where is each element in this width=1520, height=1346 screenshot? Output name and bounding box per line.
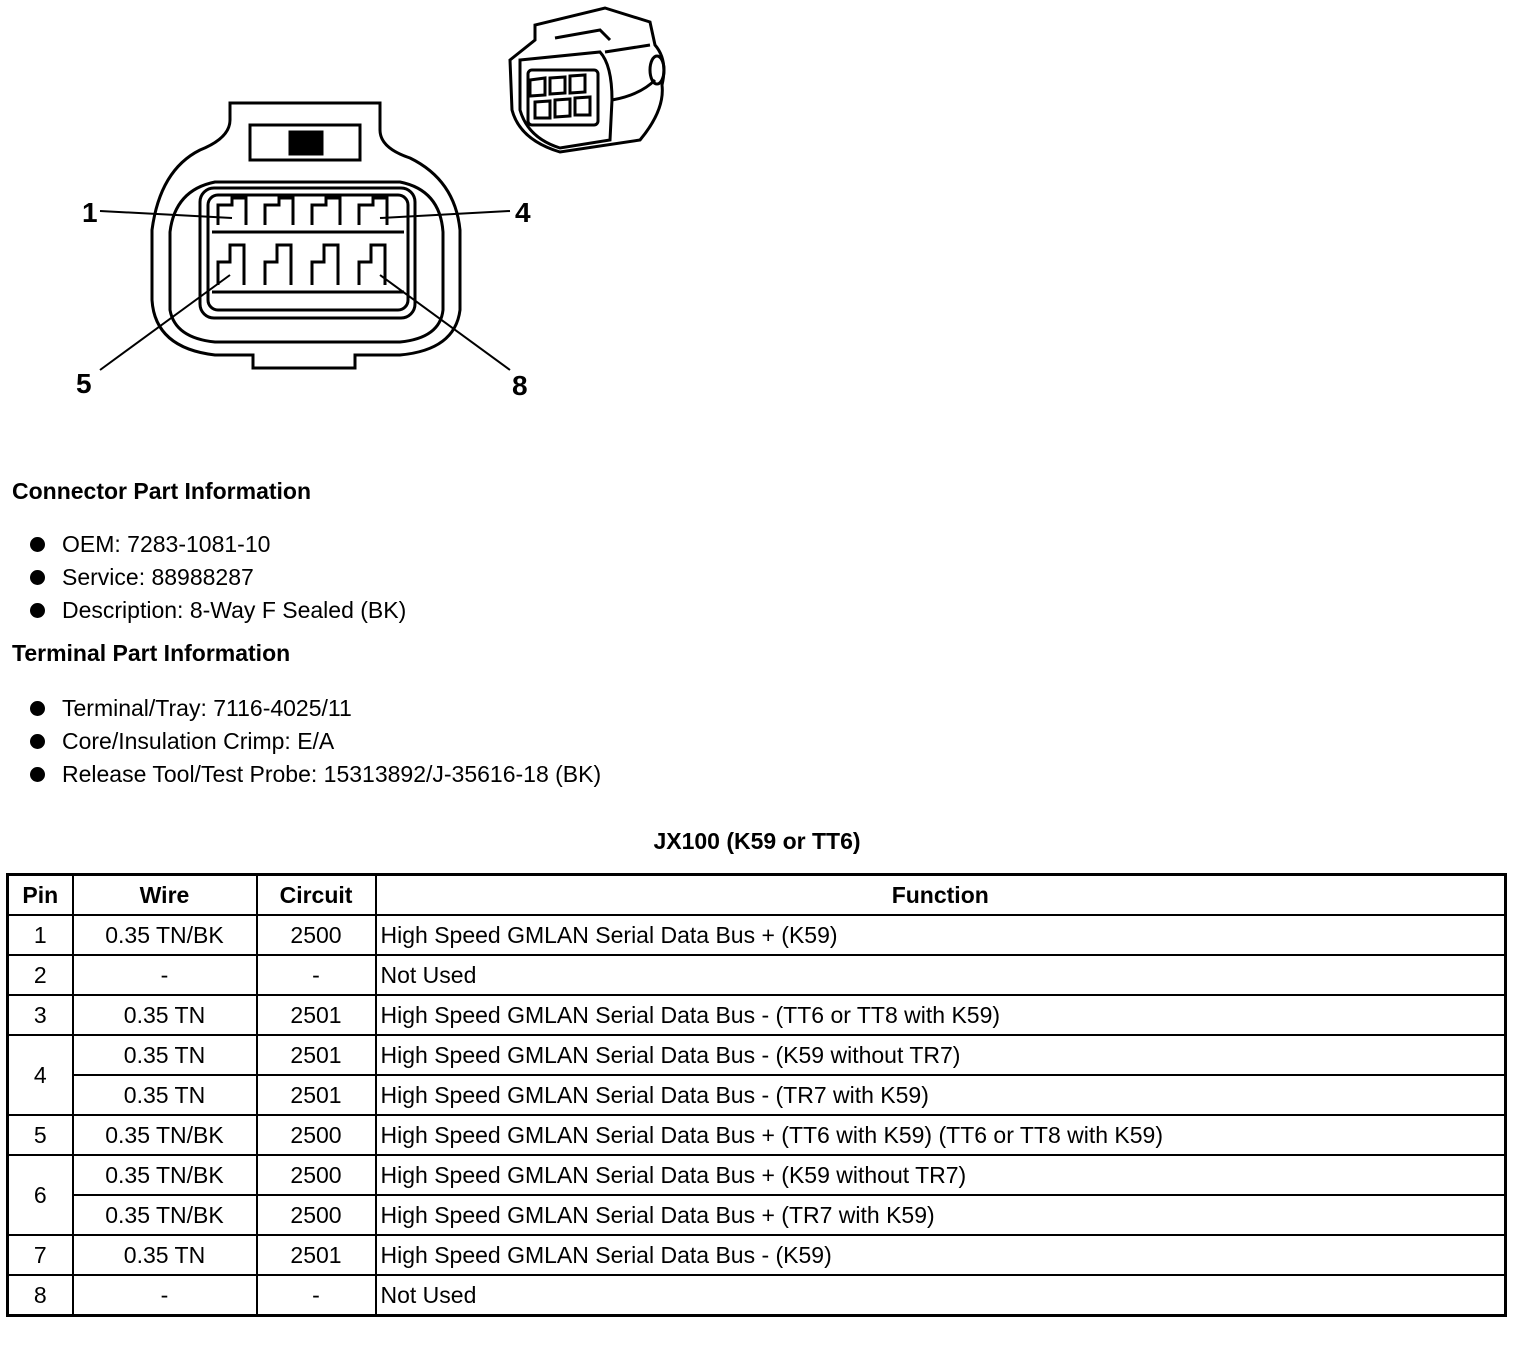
table-row (8, 1075, 1506, 1115)
wire-cell: 0.35 TN/BK (73, 1195, 257, 1235)
column-header-circuit: Circuit (257, 875, 376, 916)
circuit-cell: 2500 (257, 1195, 376, 1235)
pin-cell: 3 (8, 995, 73, 1035)
table-row (8, 915, 1506, 955)
table-row (8, 995, 1506, 1035)
bullet-icon (30, 537, 45, 552)
bullet-icon (30, 603, 45, 618)
pin-cell: 7 (8, 1235, 73, 1275)
wire-cell: 0.35 TN/BK (73, 1115, 257, 1155)
function-cell: High Speed GMLAN Serial Data Bus + (TT6 with K59) (TT6 or TT8 with K59) (376, 1115, 1506, 1155)
wire-cell: 0.35 TN/BK (73, 915, 257, 955)
function-cell: High Speed GMLAN Serial Data Bus - (TR7 with K59) (376, 1075, 1506, 1115)
pin-cell: 1 (8, 915, 73, 955)
wire-cell: 0.35 TN (73, 1035, 257, 1075)
column-header-wire: Wire (73, 875, 257, 916)
connector-info-heading: Connector Part Information (12, 478, 312, 504)
circuit-cell: 2501 (257, 1035, 376, 1075)
circuit-cell: - (257, 955, 376, 995)
bullet-icon (30, 701, 45, 716)
list-item (30, 692, 601, 725)
list-item-text: Core/Insulation Crimp: E/A (62, 728, 335, 754)
terminal-info-list (30, 692, 601, 791)
circuit-cell: 2501 (257, 995, 376, 1035)
table-row (8, 1115, 1506, 1155)
bullet-icon (30, 767, 45, 782)
list-item (30, 725, 601, 758)
list-item-text: Description: 8-Way F Sealed (BK) (62, 597, 407, 623)
list-item-text: Terminal/Tray: 7116-4025/11 (62, 695, 352, 721)
table-row (8, 1155, 1506, 1195)
wire-cell: - (73, 955, 257, 995)
list-item (30, 758, 601, 791)
connector-3d-view (510, 8, 664, 152)
circuit-cell: 2500 (257, 915, 376, 955)
circuit-cell: 2501 (257, 1075, 376, 1115)
pin-cell: 6 (8, 1155, 73, 1235)
wire-cell: 0.35 TN (73, 995, 257, 1035)
table-row (8, 1275, 1506, 1316)
wire-cell: 0.35 TN/BK (73, 1155, 257, 1195)
circuit-cell: 2501 (257, 1235, 376, 1275)
pin-cell: 4 (8, 1035, 73, 1115)
table-title: JX100 (K59 or TT6) (653, 828, 861, 854)
function-cell: High Speed GMLAN Serial Data Bus + (TR7 with K59) (376, 1195, 1506, 1235)
circuit-cell: 2500 (257, 1115, 376, 1155)
pinout-table (6, 873, 1507, 1317)
bullet-icon (30, 734, 45, 749)
bullet-icon (30, 570, 45, 585)
pin-cell: 5 (8, 1115, 73, 1155)
table-row (8, 955, 1506, 995)
function-cell: High Speed GMLAN Serial Data Bus - (TT6 or TT8 with K59) (376, 995, 1506, 1035)
function-cell: Not Used (376, 1275, 1506, 1316)
table-header-row (8, 875, 1506, 916)
wire-cell: - (73, 1275, 257, 1316)
table-row (8, 1035, 1506, 1075)
list-item (30, 561, 406, 594)
pin-cavities (212, 198, 404, 292)
list-item-text: OEM: 7283-1081-10 (62, 531, 271, 557)
connector-diagram (0, 0, 700, 420)
pin-label-1: 1 (82, 197, 98, 228)
pin-label-8: 8 (512, 370, 528, 401)
function-cell: High Speed GMLAN Serial Data Bus - (K59) (376, 1235, 1506, 1275)
connector-face (152, 103, 460, 368)
function-cell: High Speed GMLAN Serial Data Bus + (K59) (376, 915, 1506, 955)
column-header-function: Function (376, 875, 1506, 916)
list-item (30, 594, 406, 627)
list-item-text: Service: 88988287 (62, 564, 254, 590)
function-cell: Not Used (376, 955, 1506, 995)
circuit-cell: 2500 (257, 1155, 376, 1195)
function-cell: High Speed GMLAN Serial Data Bus - (K59 without TR7) (376, 1035, 1506, 1075)
function-cell: High Speed GMLAN Serial Data Bus + (K59 without TR7) (376, 1155, 1506, 1195)
connector-info-list (30, 528, 406, 627)
wire-cell: 0.35 TN (73, 1235, 257, 1275)
wire-cell: 0.35 TN (73, 1075, 257, 1115)
list-item (30, 528, 406, 561)
column-header-pin: Pin (8, 875, 73, 916)
circuit-cell: - (257, 1275, 376, 1316)
pin-label-5: 5 (76, 368, 92, 399)
table-row (8, 1235, 1506, 1275)
pin-cell: 8 (8, 1275, 73, 1316)
terminal-info-heading: Terminal Part Information (12, 640, 291, 666)
pin-label-4: 4 (515, 197, 531, 228)
pin-cell: 2 (8, 955, 73, 995)
table-row (8, 1195, 1506, 1235)
list-item-text: Release Tool/Test Probe: 15313892/J-35616-18 (BK) (62, 761, 602, 787)
